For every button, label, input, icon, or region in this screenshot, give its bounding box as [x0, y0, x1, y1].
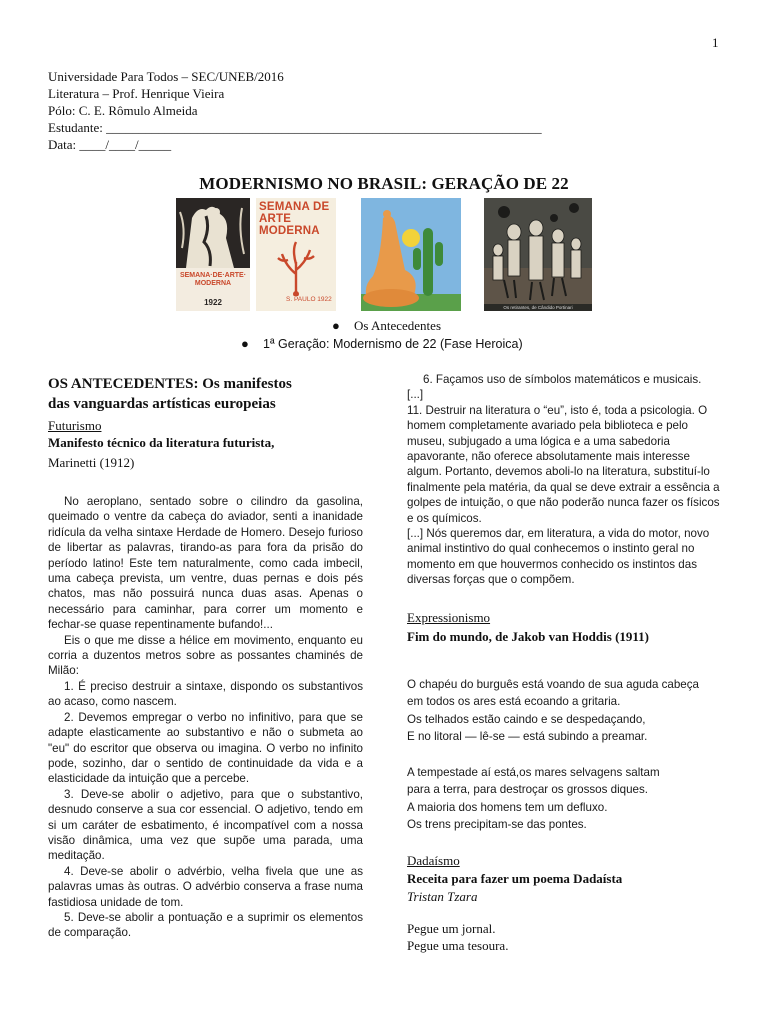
manifesto-paragraph-2: Eis o que me disse a hélice em movimento, enquanto eu corria a duzentos metros sobre as possantes chaminés de Milão:	[48, 633, 363, 678]
toc-item-antecedentes: ● Os Antecedentes	[332, 318, 442, 333]
poem-body	[407, 676, 725, 834]
manifesto-item-3: 3. Deve-se abolir o adjetivo, para que o substantivo, desnudo conserve a sua cor essencial. O adjetivo, tendo em si um caráter de esbatimento, é incompatível com a nossa visão dinâmica, uma vez que supõe uma parada, uma meditação.	[48, 787, 363, 863]
poem-line: Os telhados estão caindo e se despedaçando,	[407, 712, 646, 726]
poem-stanza-break	[407, 746, 725, 764]
semana-poster-red-image	[256, 198, 336, 311]
ellipsis-marker: [...]	[407, 388, 424, 402]
poster2-title: SEMANA DE ARTE MODERNA	[259, 201, 330, 237]
poster1-title: SEMANA·DE·ARTE· MODERNA	[179, 272, 247, 287]
bullet-icon: ●	[241, 336, 249, 351]
header-course: Literatura – Prof. Henrique Vieira	[48, 86, 225, 101]
manifesto-item-1: 1. É preciso destruir a sintaxe, dispondo os substantivos ao acaso, como nascem.	[48, 679, 363, 709]
section-heading-vanguardas: das vanguardas artísticas europeias	[48, 396, 276, 412]
expressionismo-heading: Expressionismo	[407, 609, 491, 625]
os-retirantes-painting-image	[484, 198, 592, 311]
page-number: 1	[712, 35, 719, 50]
poem-line: A maioria dos homens tem um defluxo.	[407, 800, 608, 814]
retirantes-caption: Os retirantes, de Cândido Portinari	[484, 304, 592, 311]
manifesto-title: Manifesto técnico da literatura futurista,	[48, 435, 275, 450]
manifesto-final-paragraph: [...] Nós queremos dar, em literatura, a vida do motor, novo animal instintivo do qual conhecemos o instinto geral no momento em que houvermos conhecido os instintos das diversas forças que o compõem.	[407, 527, 710, 587]
futurismo-heading: Futurismo	[48, 418, 102, 433]
manifesto-item-5: 5. Deve-se abolir a pontuação e a suprimir os elementos de comparação.	[48, 910, 363, 940]
recipe-line-2: Pegue uma tesoura.	[407, 938, 509, 954]
manifesto-item-11: 11. Destruir na literatura o “eu”, isto é, toda a psicologia. O homem completamente avariado pela biblioteca e pelo museu, subjugado a uma lógica e a uma sabedoria apavorante, não oferece absolutamente mais interesse algum. Portanto, devemos aboli-lo na literatura, substituí-lo finalmente pela matéria, da qual se deve extrair a essência a golpes de intuição, o que não poderão nunca fazer os físicos e os químicos.	[407, 403, 720, 525]
dadaismo-heading: Dadaísmo	[407, 853, 460, 869]
poem-line: para a terra, para destroçar os grossos diques.	[407, 783, 649, 797]
poster2-subtitle: S. PAULO 1922	[286, 296, 332, 303]
bullet-icon: ●	[332, 318, 340, 333]
section-heading-antecedentes: OS ANTECEDENTES: Os manifestos	[48, 376, 292, 392]
poster1-year: 1922	[204, 298, 222, 307]
header-date: Data: ____/____/_____	[48, 137, 172, 152]
header-university: Universidade Para Todos – SEC/UNEB/2016	[48, 69, 284, 84]
poem-line: A tempestade aí está,os mares selvagens saltam	[407, 765, 660, 779]
toc-item-primeira-geracao: ● 1ª Geração: Modernismo de 22 (Fase Heroica)	[241, 336, 523, 351]
manifesto-item-6: 6. Façamos uso de símbolos matemáticos e musicais.	[423, 373, 702, 386]
manifesto-paragraph-1: No aeroplano, sentado sobre o cilindro da gasolina, queimado o ventre da cabeça do aviador, senti a inanidade ridícula da velha sintaxe Herdade de Homero. Desejo furioso de libertar as palavras, tirando-as para fora da prisão do período latino! Este tem naturalmente, como cada imbecil, uma cabeça prevista, um ventre, duas pernas e dois pés chatos, mas não possuirá nunca duas asas. Apenas o necessário para caminhar, para correr um momento e fechar-se quase repentinamente bufando!...	[48, 495, 363, 632]
abaporu-painting-image	[361, 198, 461, 311]
header-student: Estudante: ___________________________________________________________________	[48, 120, 542, 135]
recipe-line-1: Pegue um jornal.	[407, 921, 496, 937]
recipe-title: Receita para fazer um poema Dadaísta	[407, 871, 623, 887]
manifesto-author: Marinetti (1912)	[48, 455, 135, 470]
document-title: MODERNISMO NO BRASIL: GERAÇÃO DE 22	[199, 174, 569, 193]
poem-line: em todos os ares está ecoando a gritaria.	[407, 695, 621, 709]
right-column	[407, 372, 725, 954]
poem-line: Os trens precipitam-se das pontes.	[407, 818, 587, 832]
manifesto-item-4: 4. Deve-se abolir o advérbio, velha fivela que une as palavras umas às outras. O advérbio conserva a frase numa fastidiosa unidade de tom.	[48, 864, 363, 909]
left-column	[48, 374, 363, 941]
recipe-author: Tristan Tzara	[407, 889, 478, 905]
manifesto-item-2: 2. Devemos empregar o verbo no infinitivo, para que se adapte elasticamente ao substantivo e não o submeta ao "eu" do escritor que observa ou imagina. O verbo no infinito pode, sozinho, dar o sentido de continuidade da vida e a elasticidade da intuição que a percebe.	[48, 710, 363, 786]
semana-poster-woodcut-image	[176, 198, 250, 311]
poem-line: E no litoral — lê-se — está subindo a preamar.	[407, 730, 648, 744]
poem-line: O chapéu do burguês está voando de sua aguda cabeça	[407, 677, 700, 691]
header-polo: Pólo: C. E. Rômulo Almeida	[48, 103, 198, 118]
poem-title: Fim do mundo, de Jakob van Hoddis (1911)	[407, 628, 650, 644]
